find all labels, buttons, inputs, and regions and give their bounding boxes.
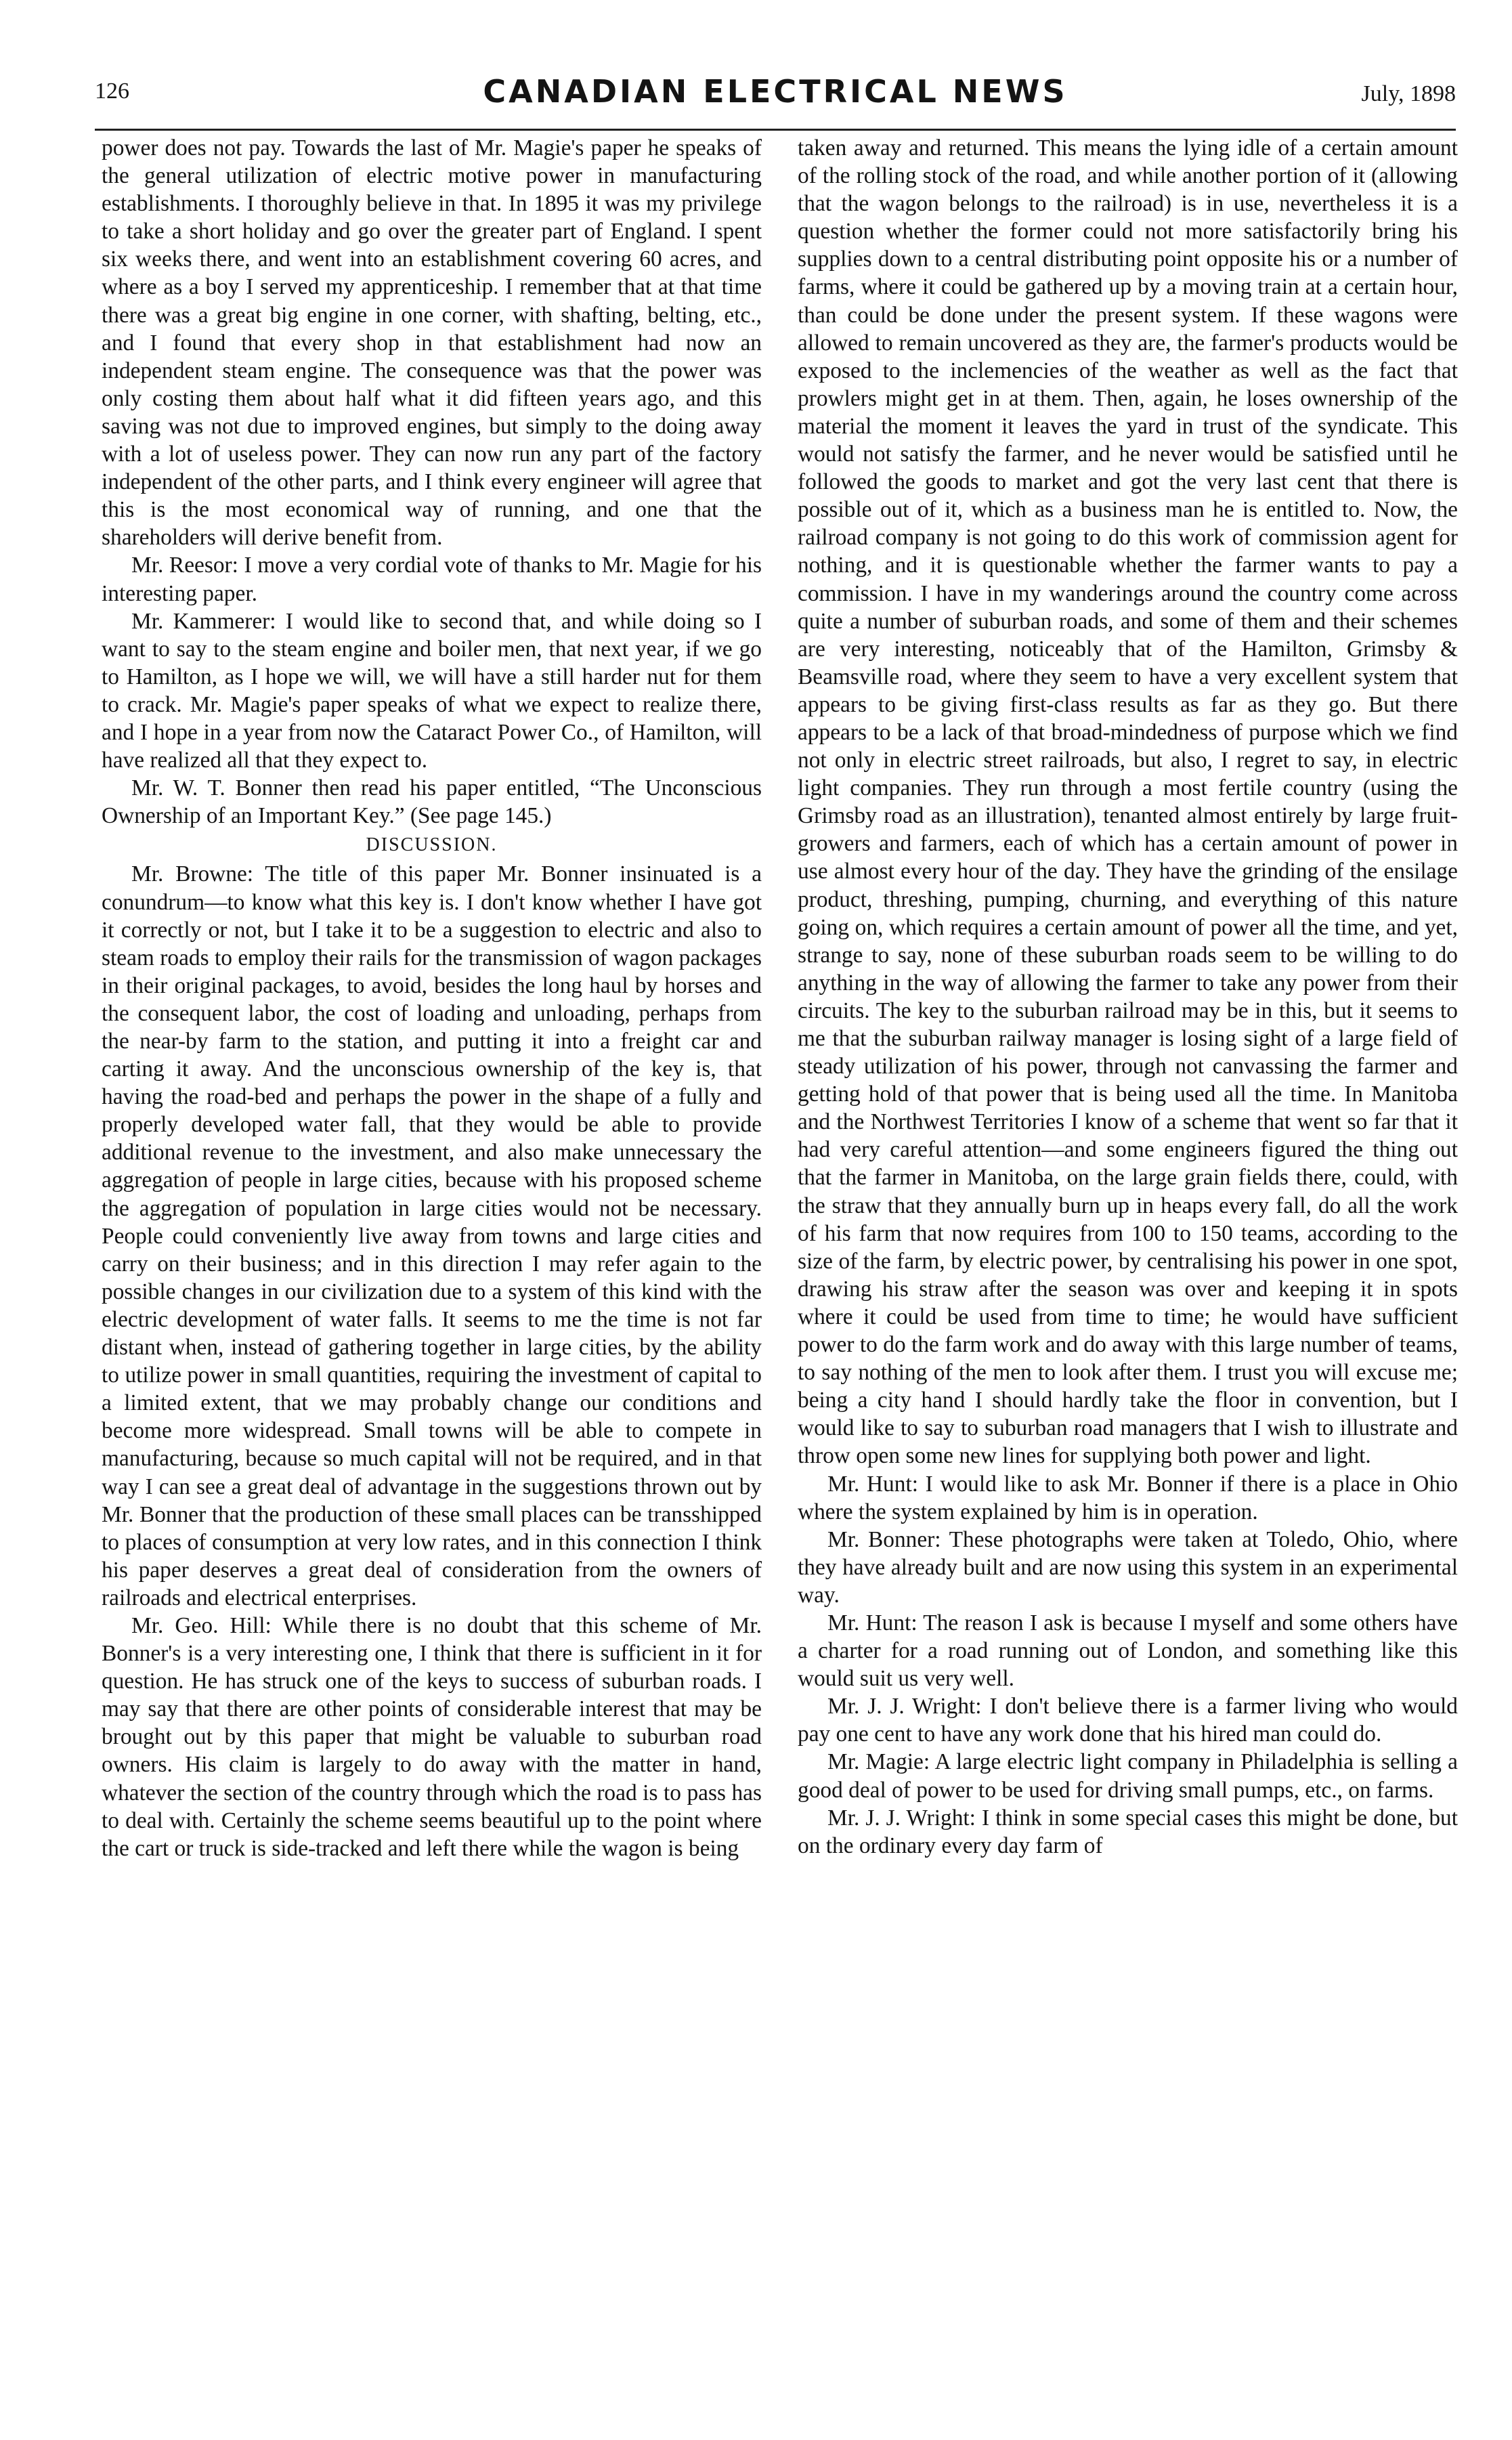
page-number: 126 <box>95 79 129 104</box>
left-column <box>102 134 762 2430</box>
paragraph-kammerer: Mr. Kammerer: I would like to second that, and while doing so I want to say to the steam engine and boiler men, that next year, if we go to Hamilton, as I hope we will, we will have a still harder nut for them to crack. Mr. Magie's paper speaks of what we expect to realize there, and I hope in a year from now the Cataract Power Co., of Hamilton, will have realized all that they expect to. <box>102 608 762 773</box>
paragraph-hill: Mr. Geo. Hill: While there is no doubt that this scheme of Mr. Bonner's is a very interesting one, I think that there is sufficient in it for question. He has struck one of the keys to success of suburban roads. I may say that there are other points of considerable interest that may be brought out by this paper that might be valuable to suburban road owners. His claim is largely to do away with the matter in hand, whatever the section of the country through which the road is to pass has to deal with. Certainly the scheme seems beautiful up to the point where the cart or truck is side-tracked and left there while the wagon is being <box>102 1612 762 1861</box>
paragraph-wright-1: Mr. J. J. Wright: I don't believe there is a farmer living who would pay one cent to have any work done that his hired man could do. <box>798 1694 1458 1747</box>
paragraph-browne: Mr. Browne: The title of this paper Mr. Bonner insinuated is a conundrum—to know what this key is. I don't know whether I have got it correctly or not, but I take it to be a suggestion to electric and also to steam roads to employ their rails for the transmission of wagon packages in their original packages, to avoid, besides the long haul by horses and the consequent labor, the cost of loading and unloading, perhaps from the near-by farm to the station, and putting it into a freight car and carting it away. And the unconscious ownership of the key is, that having the road-bed and perhaps the power in the shape of a fully and properly developed water fall, that they would be able to provide additional revenue to the investment, and also make unnecessary the aggregation of people in large cities, because with his proposed scheme the aggregation of population in large cities would not be necessary. People could conveniently live away from towns and large cities and carry on their business; and in this direction I may refer again to the possible changes in our civilization due to a system of this kind with the electric development of water falls. It seems to me the time is not far distant when, instead of gathering together in large cities, by the ability to utilize power in small quantities, requiring the investment of capital to a limited extent, that we may probably change our conditions and become more widespread. Small towns will be able to compete in manufacturing, because so much capital will not be required, and in that way I can see a great deal of advantage in the suggestions thrown out by Mr. Bonner that the production of these small places can be transshipped to places of consumption at very low rates, and in this connection I think his paper deserves a great deal of consideration from the owners of railroads and electrical enterprises. <box>102 861 762 1610</box>
paragraph-bonner: Mr. Bonner: These photographs were taken at Toledo, Ohio, where they have already built and are now using this system in an experimental way. <box>798 1526 1458 1608</box>
header-rule <box>95 129 1456 131</box>
paragraph-hunt-2: Mr. Hunt: The reason I ask is because I myself and some others have a charter for a road running out of London, and something like this would suit us very well. <box>798 1610 1458 1692</box>
paragraph-continued: power does not pay. Towards the last of Mr. Magie's paper he speaks of the general utilization of electric motive power in manufacturing establishments. I thoroughly believe in that. In 1895 it was my privilege to take a short holiday and go over the greater part of England. I spent six weeks there, and went into an establishment covering 60 acres, and where as a boy I served my apprenticeship. I remember that at that time there was a great big engine in one corner, with shafting, belting, etc., and I found that every shop in that establishment had now an independent steam engine. The consequence was that the power was only costing them about half what it did fifteen years ago, and this saving was not due to improved engines, but simply to the doing away with a lot of useless power. They can now run any part of the factory independent of the other parts, and I think every engineer will agree that this is the most economical way of running, and one that the shareholders will derive benefit from. <box>102 135 762 551</box>
paragraph-hunt-1: Mr. Hunt: I would like to ask Mr. Bonner if there is a place in Ohio where the system explained by him is in operation. <box>798 1471 1458 1524</box>
discussion-heading: DISCUSSION. <box>366 834 498 856</box>
paragraph-wright-2: Mr. J. J. Wright: I think in some special cases this might be done, but on the ordinary every day farm of <box>798 1805 1458 1858</box>
page-header <box>95 73 1456 121</box>
paragraph-bonner-paper: Mr. W. T. Bonner then read his paper entitled, “The Unconscious Ownership of an Important Key.” (See page 145.) <box>102 775 762 829</box>
issue-date: July, 1898 <box>1361 81 1456 106</box>
right-column <box>798 134 1458 2430</box>
paragraph-reesor: Mr. Reesor: I move a very cordial vote of thanks to Mr. Magie for his interesting paper. <box>102 553 762 606</box>
paragraph-hill-continued: taken away and returned. This means the lying idle of a certain amount of the rolling stock of the road, and while another portion of it (allowing that the wagon belongs to the railroad) is in use, nevertheless it is a question whether the former could not more satisfactorily bring his supplies down to a central distributing point opposite his or a number of farms, where it could be gathered up by a moving train at a certain hour, than could be done under the present system. If these wagons were allowed to remain uncovered as they are, the farmer's products would be exposed to the inclemencies of the weather as well as the fact that prowlers might get in at them. Then, again, he loses ownership of the material the moment it leaves the yard in trust of the syndicate. This would not satisfy the farmer, and he never would be satisfied until he followed the goods to market and got the very last cent that there is possible out of it, which as a business man he is entitled to. Now, the railroad company is not going to do this work of commission agent for nothing, and it is questionable whether the farmer wants to pay a commission. I have in my wanderings around the country come across quite a number of suburban roads, and some of them and their schemes are very interesting, noticeably that of the Hamilton, Grimsby & Beamsville road, where they seem to have a very excellent system that appears to be giving first-class results as far as they go. But there appears to be a lack of that broad-mindedness of purpose which we find not only in electric street railroads, but also, I regret to say, in electric light companies. They run through a most fertile country (using the Grimsby road as an illustration), tenanted almost entirely by large fruit-growers and farmers, each of which has a certain amount of power in use almost every hour of the day. They have the grinding of the ensilage product, threshing, pumping, churning, and everything of this nature going on, which requires a certain amount of power all the time, and yet, strange to say, none of these suburban roads seem to be willing to do anything in the way of allowing the farmer to take any power from their circuits. The key to the suburban railroad may be in this, but it seems to me that the suburban railway manager is losing sight of a large field of steady utilization of his power, through not canvassing the farmer and getting hold of that power that is being used all the time. In Manitoba and the Northwest Territories I know of a scheme that went so far that it had very careful attention—and some engineers figured the thing out that the farmer in Manitoba, on the large grain fields there, could, with the straw that they annually burn up in heaps every fall, do all the work of his farm that now requires from 100 to 150 teams, according to the size of the farm, by electric power, by centralising his power in one spot, drawing his straw after the season was over and keeping it in spots where it could be used from time to time; he would have sufficient power to do the farm work and do away with this large number of teams, to say nothing of the men to look after them. I trust you will excuse me; being a city hand I should hardly take the floor in convention, but I would like to say to suburban road managers that I wish to illustrate and throw open some new lines for supplying both power and light. <box>798 135 1458 1469</box>
paragraph-magie: Mr. Magie: A large electric light company in Philadelphia is selling a good deal of power to be used for driving small pumps, etc., on farms. <box>798 1749 1458 1803</box>
publication-title: CANADIAN ELECTRICAL NEWS <box>483 73 1068 110</box>
